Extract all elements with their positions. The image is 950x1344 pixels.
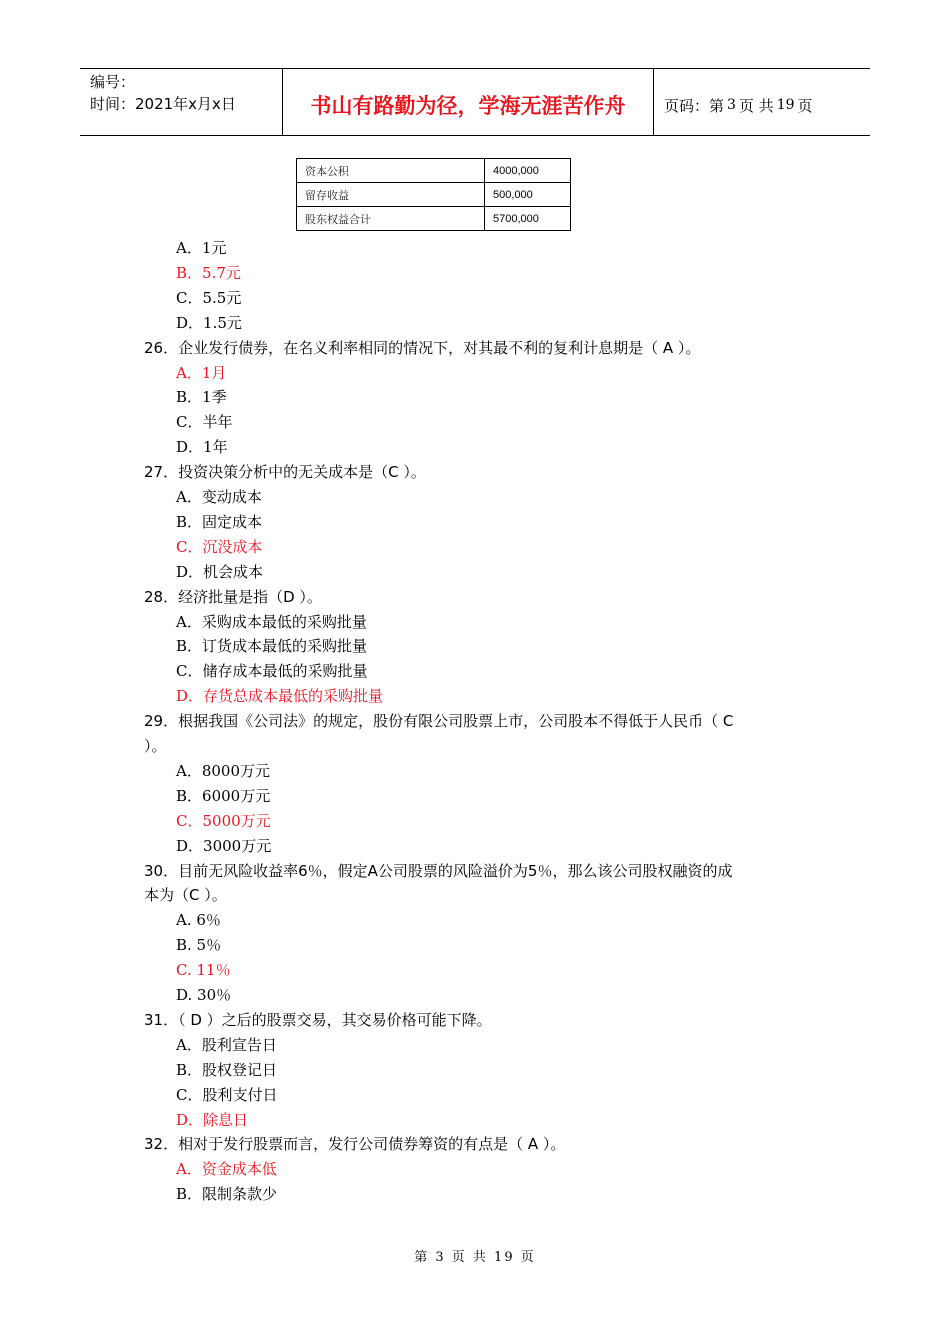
answer-option: C. 11％	[176, 961, 231, 980]
question-text: 32．相对于发行股票而言，发行公司债券筹资的有点是（ A ）。	[144, 1135, 566, 1154]
question-text: 28．经济批量是指（D ）。	[144, 587, 322, 606]
answer-option: B．5.7元	[176, 263, 241, 282]
question-text: 26．企业发行债券，在名义利率相同的情况下，对其最不利的复利计息期是（ A ）。	[144, 338, 701, 357]
answer-option: A．1月	[176, 363, 227, 382]
answer-option: D．3000万元	[176, 836, 272, 855]
question-text: ）。	[144, 737, 167, 755]
answer-option: A．变动成本	[176, 488, 262, 506]
answer-option: D．机会成本	[176, 562, 264, 581]
answer-option: A．股利宣告日	[176, 1035, 277, 1054]
answer-option: C．沉没成本	[176, 537, 263, 556]
table-row	[297, 207, 571, 231]
question-text: 本为（C ）。	[144, 886, 227, 905]
page-total: 19	[776, 97, 795, 113]
answer-option: B．限制条款少	[176, 1185, 278, 1204]
answer-option: B．订货成本最低的采购批量	[176, 637, 368, 656]
time-label: 时间：2021年x月x日	[90, 95, 236, 113]
page-suffix: 页	[797, 96, 813, 115]
table-cell-item: 资本公积	[297, 159, 485, 183]
answer-option: C．5000万元	[176, 811, 271, 830]
page-header	[80, 68, 870, 136]
answer-option: D．存货总成本最低的采购批量	[176, 687, 384, 706]
answer-option: A．资金成本低	[176, 1160, 277, 1179]
answer-option: D. 30％	[176, 986, 232, 1004]
page-footer: 第 3 页 共 19 页	[414, 1250, 536, 1265]
table-cell-value: 5700,000	[485, 207, 571, 231]
answer-option: C．半年	[176, 413, 233, 432]
question-text: 29．根据我国《公司法》的规定，股份有限公司股票上市，公司股本不得低于人民币（ C	[144, 712, 734, 731]
question-text: 31．（ D ）之后的股票交易，其交易价格可能下降。	[144, 1010, 492, 1029]
table-row	[297, 183, 571, 207]
equity-table	[296, 158, 571, 231]
answer-option: A．采购成本最低的采购批量	[176, 612, 367, 631]
answer-option: A．8000万元	[176, 761, 271, 780]
header-page-info	[654, 69, 870, 135]
page-prefix: 页码：第	[664, 96, 725, 115]
answer-option: A．1元	[176, 239, 227, 257]
answer-option: B．股权登记日	[176, 1060, 278, 1079]
answer-option: C．储存成本最低的采购批量	[176, 662, 368, 681]
page-mid: 页 共	[738, 96, 774, 115]
answer-option: B. 5％	[176, 936, 222, 955]
answer-option: D．1年	[176, 438, 228, 457]
table-cell-value: 500,000	[485, 183, 571, 207]
answer-option: A. 6％	[176, 911, 221, 930]
answer-option: B．1季	[176, 388, 227, 407]
header-left-cell	[80, 69, 282, 135]
page-number: 3	[727, 97, 736, 113]
question-text: 30．目前无风险收益率6％，假定A公司股票的风险溢价为5％，那么该公司股权融资的成	[144, 861, 733, 880]
answer-option: B．6000万元	[176, 786, 271, 805]
table-cell-item: 留存收益	[297, 183, 485, 207]
question-text: 27．投资决策分析中的无关成本是（C ）。	[144, 463, 426, 482]
motto-text: 书山有路勤为径，学海无涯苦作舟	[310, 94, 626, 118]
table-cell-item: 股东权益合计	[297, 207, 485, 231]
header-motto	[282, 69, 654, 135]
answer-option: D．1.5元	[176, 313, 242, 332]
table-cell-value: 4000,000	[485, 159, 571, 183]
answer-option: D．除息日	[176, 1110, 249, 1129]
answer-option: C．5.5元	[176, 288, 242, 307]
table-row	[297, 159, 571, 183]
answer-option: B．固定成本	[176, 512, 263, 531]
answer-option: C．股利支付日	[176, 1085, 278, 1104]
number-label: 编号：	[90, 73, 136, 91]
